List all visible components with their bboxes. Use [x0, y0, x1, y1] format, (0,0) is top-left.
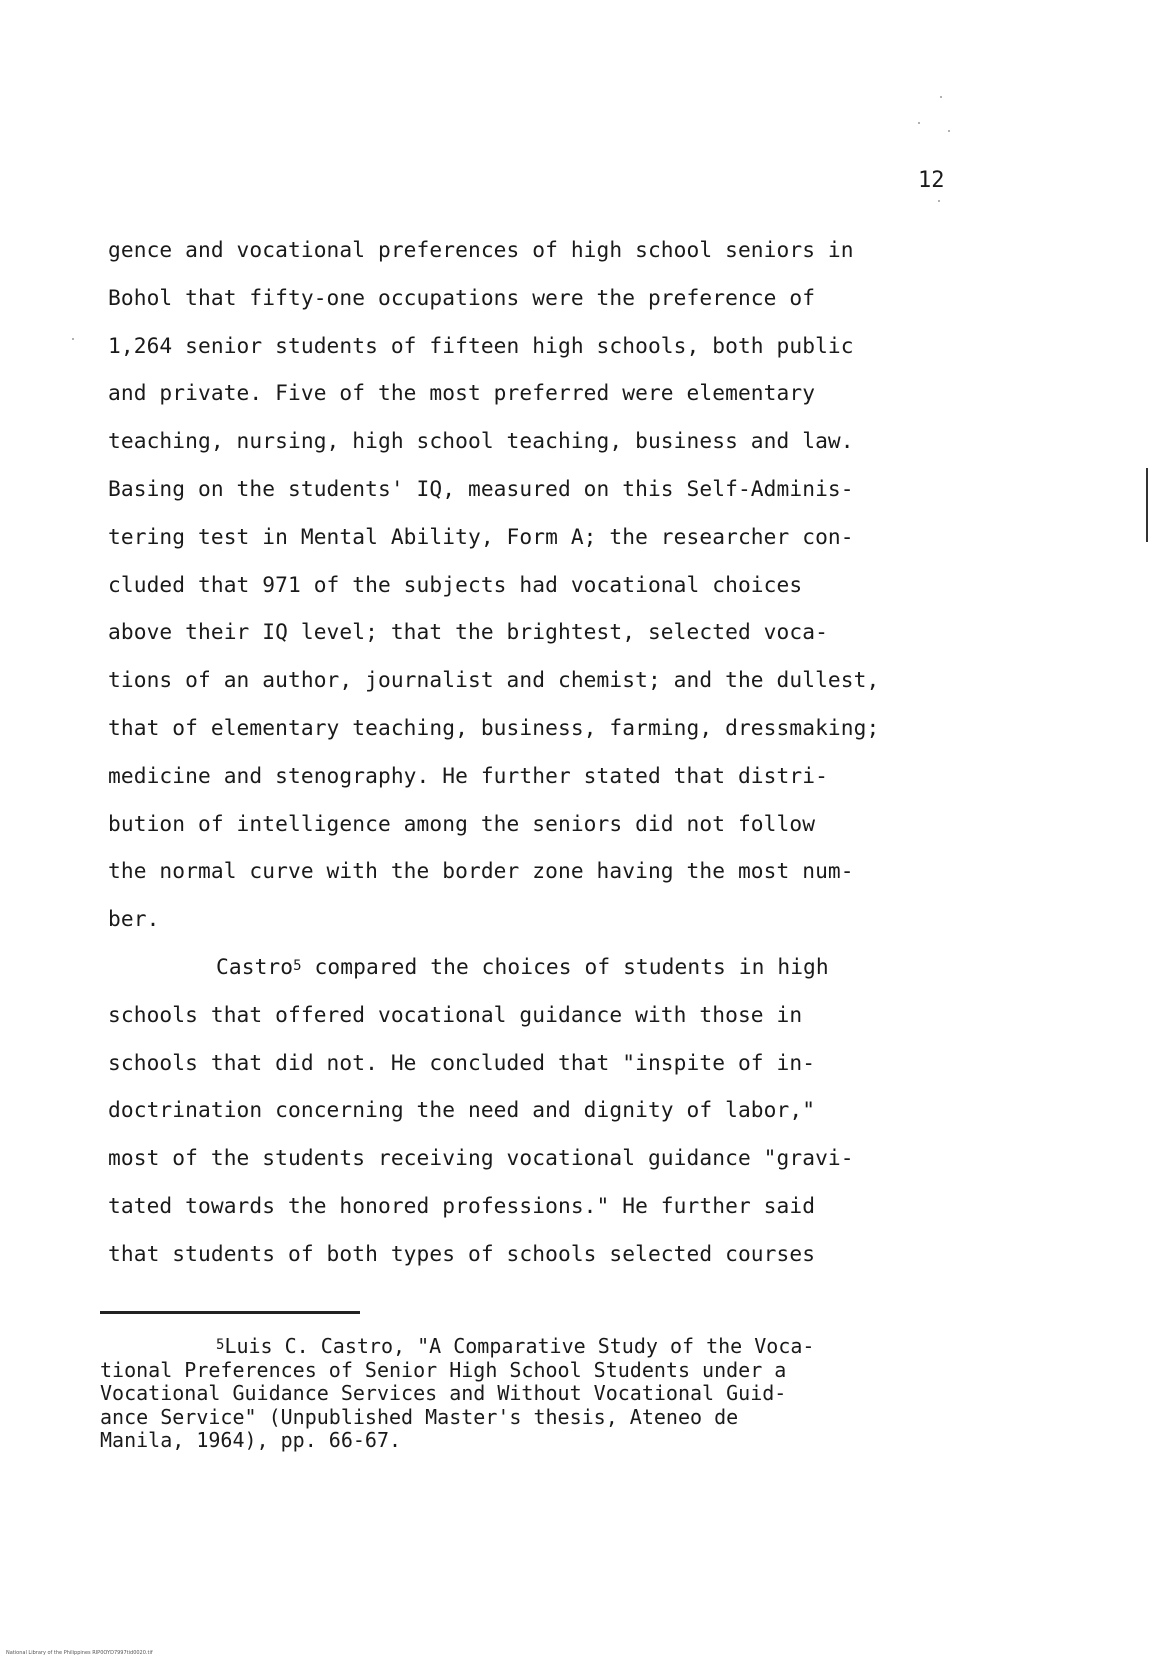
text-line: 1,264 senior students of fifteen high schools, both public	[108, 332, 854, 358]
footnote-first-line	[100, 1335, 940, 1359]
text-run: compared the choices of students in high	[301, 953, 829, 979]
author-name: Castro	[216, 953, 294, 979]
scan-speck	[938, 200, 940, 202]
text-line: most of the students receiving vocational guidance "gravi-	[108, 1145, 854, 1171]
text-line: medicine and stenography. He further stated that distri-	[108, 762, 828, 788]
text-line: cluded that 971 of the subjects had vocational choices	[108, 571, 803, 597]
text-line: tated towards the honored professions." He further said	[108, 1192, 816, 1218]
text-line: Basing on the students' IQ, measured on this Self-Adminis-	[108, 475, 854, 501]
footnote-line: Manila, 1964), pp. 66-67.	[100, 1428, 402, 1452]
scan-speck	[948, 130, 950, 132]
footnote-reference[interactable]: 5	[293, 957, 302, 974]
text-line: ber.	[108, 906, 160, 932]
paragraph-first-line	[108, 943, 948, 991]
scan-edge-mark	[1146, 468, 1148, 542]
text-line: teaching, nursing, high school teaching, business and law.	[108, 428, 854, 454]
scan-speck	[72, 338, 74, 340]
footnote-line: Vocational Guidance Services and Without Vocational Guid-	[100, 1381, 787, 1405]
text-line: tering test in Mental Ability, Form A; the researcher con-	[108, 523, 854, 549]
text-line: the normal curve with the border zone having the most num-	[108, 858, 854, 884]
body-text	[108, 226, 948, 1278]
text-line: that students of both types of schools selected courses	[108, 1240, 816, 1266]
text-line: schools that did not. He concluded that "inspite of in-	[108, 1049, 816, 1075]
scan-speck	[918, 122, 920, 124]
scan-credit: National Library of the Philippines RIP0OYD7997tid0020.tif	[6, 1650, 153, 1656]
text-line: that of elementary teaching, business, farming, dressmaking;	[108, 714, 880, 740]
footnote-line: ance Service" (Unpublished Master's thesis, Ateneo de	[100, 1404, 739, 1429]
footnote-marker: 5	[216, 1337, 225, 1353]
text-line: gence and vocational preferences of high school seniors in	[108, 237, 854, 262]
text-line: tions of an author, journalist and chemist; and the dullest,	[108, 667, 880, 693]
text-line: bution of intelligence among the seniors did not follow	[108, 810, 816, 836]
scan-speck	[940, 96, 942, 98]
text-line: doctrination concerning the need and dignity of labor,"	[108, 1097, 816, 1123]
text-line: above their IQ level; that the brightest, selected voca-	[108, 619, 828, 645]
footnote	[100, 1335, 940, 1453]
footnote-text: Luis C. Castro, "A Comparative Study of the Voca-	[224, 1334, 815, 1358]
page-number: 12	[918, 168, 945, 193]
text-line: schools that offered vocational guidance with those in	[108, 1001, 803, 1027]
footnote-line: tional Preferences of Senior High School Students under a	[100, 1357, 787, 1382]
text-line: and private. Five of the most preferred were elementary	[108, 380, 816, 406]
footnote-divider	[100, 1311, 360, 1314]
text-line: Bohol that fifty-one occupations were the preference of	[108, 284, 816, 310]
